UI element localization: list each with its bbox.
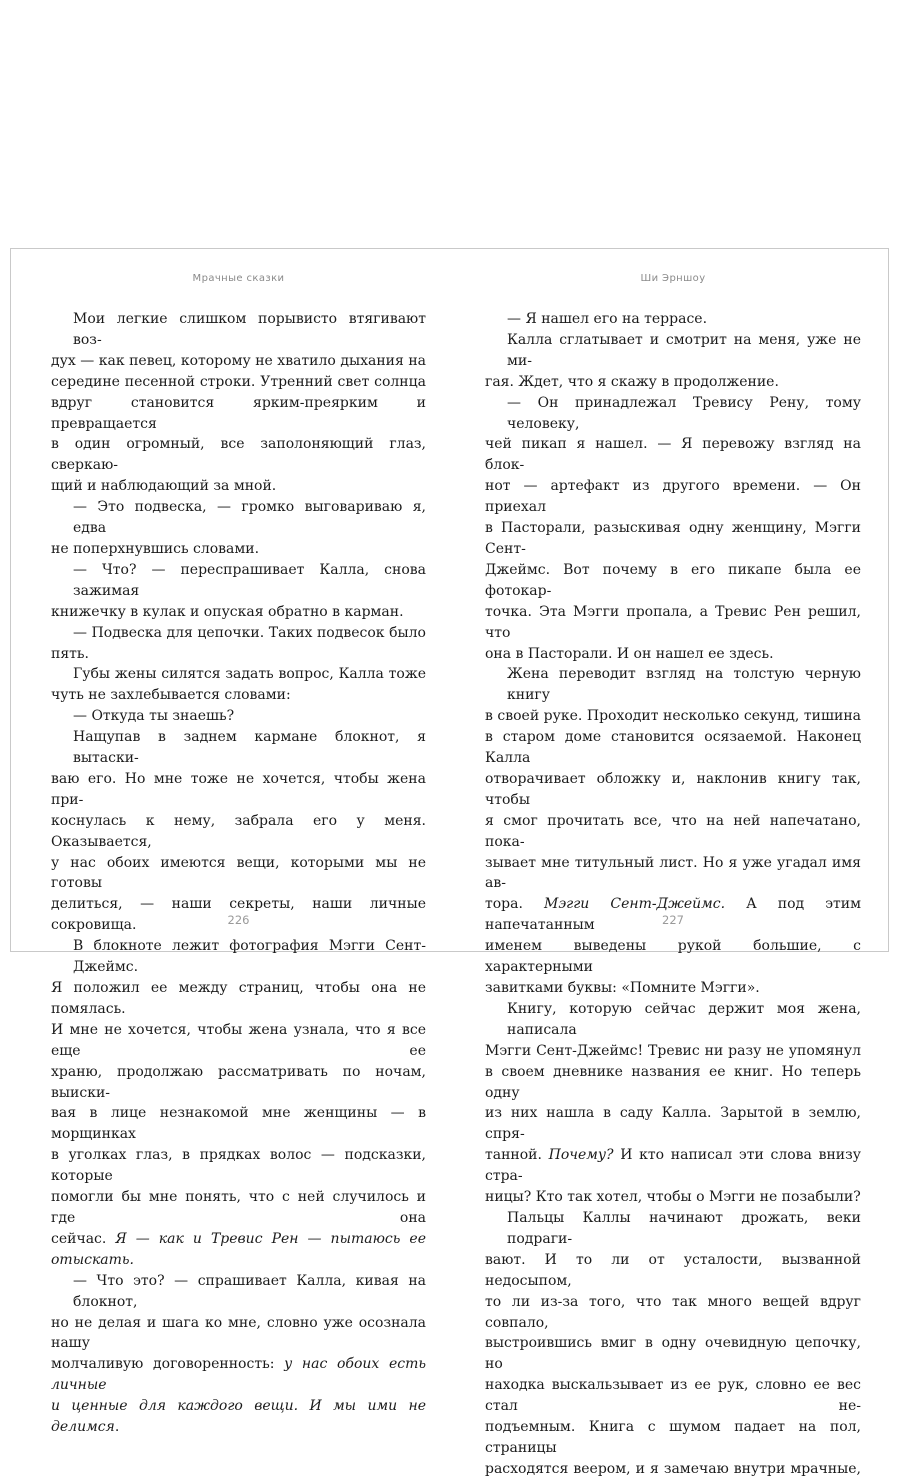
text-line: — Он принадлежал Тревису Рену, тому человеку, xyxy=(507,394,861,432)
text-line: но не делая и шага ко мне, словно уже осознала нашу xyxy=(51,1314,426,1352)
text-line: расходятся веером, и я замечаю внутри мрачные, xyxy=(485,1460,861,1477)
text-line: делиться, — наши секреты, наши личные сокровища. xyxy=(51,896,426,934)
text-line: коснулась к нему, забрала его у меня. Оказывается, xyxy=(51,812,426,850)
paragraph xyxy=(51,309,426,497)
paragraph xyxy=(51,1271,426,1438)
italic-text: и ценные для каждого вещи. И мы ими не делимся xyxy=(51,1398,426,1436)
text-line: в своей руке. Проходит несколько секунд, тишина xyxy=(485,708,861,725)
paragraph xyxy=(51,706,426,727)
text-line: — Подвеска для цепочки. Таких подвесок было xyxy=(73,624,426,641)
text-line: книжечку в кулак и опуская обратно в карман. xyxy=(51,603,404,620)
text-run: И кто написал эти слова внизу стра- xyxy=(485,1147,862,1185)
text-line: отворачивает обложку и, наклонив книгу так, чтобы xyxy=(485,770,861,808)
text-line: выстроившись вмиг в одну очевидную цепочку, но xyxy=(485,1335,861,1373)
text-line: точка. Эта Мэгги пропала, а Тревис Рен решил, что xyxy=(485,603,861,641)
text-line: Нащупав в заднем кармане блокнот, я вытаски- xyxy=(73,729,426,767)
text-run: сейчас. xyxy=(51,1230,107,1247)
paragraph xyxy=(485,393,861,665)
paragraph xyxy=(51,560,426,623)
text-line: храню, продолжаю рассматривать по ночам, выиски- xyxy=(51,1063,426,1101)
text-line: в старом доме становится осязаемой. Наконец Калла xyxy=(485,729,861,767)
italic-text: Мэгги Сент-Джеймс. xyxy=(543,896,726,913)
right-page xyxy=(485,249,862,1477)
text-line: я смог прочитать все, что на ней напечатано, пока- xyxy=(485,812,861,850)
text-line: не поперхнувшись словами. xyxy=(51,540,260,557)
text-line: находка выскальзывает из ее рук, словно ее вес стал не- xyxy=(485,1377,861,1415)
right-page-text xyxy=(485,309,861,1480)
text-line: зывает мне титульный лист. Но я уже угадал имя ав- xyxy=(485,854,861,892)
text-line: Мэгги Сент-Джеймс! Тревис ни разу не упомянул xyxy=(485,1042,861,1059)
text-line: из них нашла в саду Калла. Зарытой в землю, спря- xyxy=(485,1105,861,1143)
text-line: ваю его. Но мне тоже не хочется, чтобы жена при- xyxy=(51,770,426,808)
text-line: чуть не захлебывается словами: xyxy=(51,687,291,704)
text-line: В блокноте лежит фотография Мэгги Сент-Джеймс. xyxy=(73,938,426,976)
text-line xyxy=(51,1229,426,1271)
text-line: дух — как певец, которому не хватило дыхания на xyxy=(51,352,426,369)
text-line: вают. И то ли от усталости, вызванной недосыпом, xyxy=(485,1251,861,1289)
paragraph xyxy=(51,727,426,936)
text-line: Жена переводит взгляд на толстую черную книгу xyxy=(507,666,861,704)
running-head-right: Ши Эрншоу xyxy=(640,273,706,284)
text-run: . xyxy=(114,1419,120,1436)
text-run: молчаливую договоренность: xyxy=(51,1356,275,1373)
text-line: — Откуда ты знаешь? xyxy=(73,708,235,725)
text-line: вая в лице незнакомой мне женщины — в морщинках xyxy=(51,1105,426,1143)
paragraph xyxy=(485,999,861,1208)
text-line: в Пасторали, разыскивая одну женщину, Мэгги Сент- xyxy=(485,520,861,557)
text-line: Джеймс. Вот почему в его пикапе была ее фотокар- xyxy=(485,561,861,599)
paragraph xyxy=(51,936,426,1271)
text-run: А под этим напечатанным xyxy=(485,896,862,934)
page-number-right: 227 xyxy=(662,913,684,927)
text-line: она в Пасторали. И он нашел ее здесь. xyxy=(485,645,774,662)
text-line: середине песенной строки. Утренний свет солнца xyxy=(51,373,426,390)
running-head-left: Мрачные сказки xyxy=(192,273,285,284)
text-line: у нас обоих имеются вещи, которыми мы не готовы xyxy=(51,854,426,892)
text-line: вдруг становится ярким-преярким и превращается xyxy=(51,394,426,432)
text-line: чей пикап я нашел. — Я перевожу взгляд на блок- xyxy=(485,436,861,474)
text-line: нот — артефакт из другого времени. — Он приехал xyxy=(485,478,861,516)
text-line: в уголках глаз, в прядках волос — подсказки, которые xyxy=(51,1147,426,1185)
italic-text: Почему? xyxy=(548,1147,614,1164)
page-number-left: 226 xyxy=(227,913,250,927)
text-line xyxy=(51,1396,426,1438)
paragraph xyxy=(51,664,426,706)
text-line: — Что? — переспрашивает Калла, снова зажимая xyxy=(73,561,426,599)
text-line: щий и наблюдающий за мной. xyxy=(51,478,277,495)
text-line: И мне не хочется, чтобы жена узнала, что я все еще ее xyxy=(51,1021,426,1059)
text-line: именем выведены рукой большие, с характерными xyxy=(485,938,861,976)
left-page-text xyxy=(51,309,426,1438)
paragraph xyxy=(51,497,426,560)
text-line: подъемным. Книга с шумом падает на пол, страницы xyxy=(485,1419,861,1456)
text-line: Пальцы Каллы начинают дрожать, веки подраги- xyxy=(507,1209,861,1247)
book-spread xyxy=(10,248,889,1477)
italic-text: у нас обоих есть личные xyxy=(51,1356,427,1394)
paragraph xyxy=(51,623,426,665)
paragraph xyxy=(485,664,861,999)
text-line: гая. Ждет, что я скажу в продолжение. xyxy=(485,373,779,390)
text-line: — Я нашел его на террасе. xyxy=(507,311,708,327)
text-line: — Что это? — спрашивает Калла, кивая на блокнот, xyxy=(73,1272,426,1310)
paragraph xyxy=(485,309,861,330)
text-line xyxy=(485,1145,861,1187)
text-line: то ли из-за того, что так много вещей вдруг совпало, xyxy=(485,1293,861,1331)
text-run: тора. xyxy=(485,896,523,913)
text-line: в один огромный, все заполоняющий глаз, сверкаю- xyxy=(51,436,426,474)
text-line: завитками буквы: «Помните Мэгги». xyxy=(485,980,760,996)
text-line xyxy=(51,1354,426,1396)
text-line: Губы жены силятся задать вопрос, Калла тоже xyxy=(73,666,426,683)
text-line: Книгу, которую сейчас держит моя жена, написала xyxy=(507,1000,861,1038)
text-line: Калла сглатывает и смотрит на меня, уже не ми- xyxy=(507,331,861,369)
text-line: помогли бы мне понять, что с ней случилось и где она xyxy=(51,1189,426,1226)
paragraph xyxy=(485,1208,861,1480)
text-line: Я положил ее между страниц, чтобы она не помялась. xyxy=(51,980,426,1017)
italic-text: Я — как и Тревис Рен — пытаюсь ее отыскать. xyxy=(51,1230,426,1268)
text-line: ницы? Кто так хотел, чтобы о Мэгги не позабыли? xyxy=(485,1189,861,1206)
paragraph xyxy=(485,330,861,393)
text-line: — Это подвеска, — громко выговариваю я, едва xyxy=(73,499,426,537)
text-line: пять. xyxy=(51,645,89,662)
left-page xyxy=(51,249,427,1436)
text-run: танной. xyxy=(485,1147,542,1164)
text-line: в своем дневнике названия ее книг. Но теперь одну xyxy=(485,1063,861,1101)
text-line: Мои легкие слишком порывисто втягивают воз- xyxy=(73,311,426,348)
